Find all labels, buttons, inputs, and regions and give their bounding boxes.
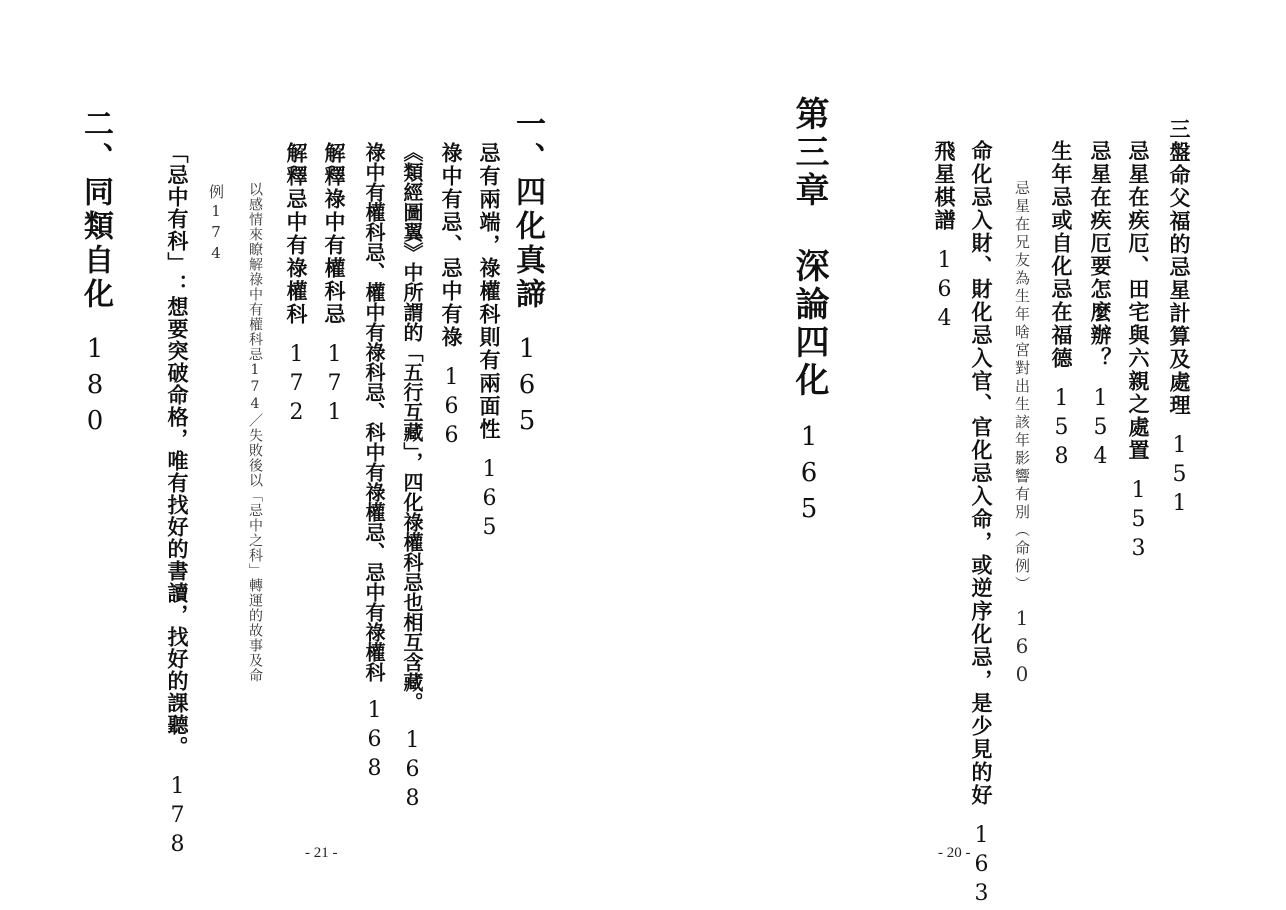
toc-entry bbox=[285, 142, 307, 429]
entry-page: 163 bbox=[969, 823, 994, 910]
entry-page: 153 bbox=[1126, 478, 1151, 565]
toc-entry bbox=[401, 142, 423, 815]
toc-entry bbox=[970, 140, 992, 910]
entry-page: 151 bbox=[1167, 433, 1192, 520]
chapter-page: 165 bbox=[794, 422, 824, 530]
entry-text: 解釋祿中有權科忌 bbox=[322, 142, 347, 326]
entry-page: 154 bbox=[1088, 386, 1113, 473]
toc-subentry bbox=[1012, 180, 1032, 690]
section-page: 180 bbox=[80, 334, 110, 442]
entry-text: 飛星棋譜 bbox=[932, 140, 957, 232]
toc-entry bbox=[1168, 118, 1190, 520]
entry-text: 三盤命父福的忌星計算及處理 bbox=[1167, 118, 1192, 417]
entry-page: 165 bbox=[477, 457, 502, 544]
section-heading bbox=[78, 108, 113, 442]
toc-entry bbox=[440, 142, 462, 452]
entry-text: 忌星在疾厄要怎麼辦？ bbox=[1088, 140, 1113, 370]
entry-text: 忌星在兄友為生年啥宮對出生該年影響有別（命例） bbox=[1013, 180, 1031, 594]
entry-text: 祿中有權科忌、權中有祿科忌、科中有祿權忌、忌中有祿權科 bbox=[362, 142, 386, 682]
entry-page: 168 bbox=[400, 728, 425, 815]
entry-text: 解釋忌中有祿權科 bbox=[284, 142, 309, 326]
entry-text: 命化忌入財、財化忌入官、官化忌入命，或逆序化忌，是少見的好 bbox=[969, 140, 994, 807]
entry-text: 《類經圖翼》中所謂的「五行互藏」，四化祿權科忌也相互含藏。 bbox=[400, 142, 424, 712]
section-title: 一、四化真諦 bbox=[510, 108, 545, 312]
toc-subentry bbox=[248, 182, 262, 683]
toc-subentry bbox=[208, 184, 223, 265]
entry-page: 178 bbox=[165, 774, 190, 861]
section-page: 165 bbox=[512, 334, 542, 442]
entry-text: 忌有兩端，祿權科則有兩面性 bbox=[477, 142, 502, 441]
entry-page: 168 bbox=[362, 698, 387, 785]
entry-text: 祿中有忌、忌中有祿 bbox=[439, 142, 464, 349]
chapter-heading bbox=[789, 96, 829, 530]
toc-entry bbox=[933, 140, 955, 335]
toc-entry bbox=[478, 142, 500, 544]
entry-page: 160 bbox=[1010, 606, 1034, 690]
chapter-title: 第三章 深論四化 bbox=[789, 96, 829, 400]
section-title: 二、同類自化 bbox=[78, 108, 113, 312]
entry-text: 「忌中有科」：想要突破命格，唯有找好的書讀，找好的課聽。 bbox=[165, 142, 190, 758]
entry-page: 171 bbox=[322, 342, 347, 429]
toc-entry bbox=[166, 142, 188, 861]
page-number-right: - 20 - bbox=[938, 845, 971, 861]
toc-entry bbox=[323, 142, 345, 429]
page-number-left: - 21 - bbox=[305, 845, 338, 861]
entry-text: 生年忌或自化忌在福德 bbox=[1049, 140, 1074, 370]
entry-text: 忌星在疾厄、田宅與六親之處置 bbox=[1126, 140, 1151, 462]
entry-page: 166 bbox=[439, 365, 464, 452]
toc-entry bbox=[1127, 140, 1149, 565]
entry-page: 158 bbox=[1049, 386, 1074, 473]
toc-entry bbox=[363, 142, 385, 785]
entry-text: 以感情來瞭解祿中有權科忌174／失敗後以「忌中之科」轉運的故事及命 bbox=[247, 182, 263, 683]
entry-text: 例174 bbox=[207, 184, 225, 265]
toc-entry bbox=[1050, 140, 1072, 473]
toc-entry bbox=[1089, 140, 1111, 473]
entry-page: 164 bbox=[932, 248, 957, 335]
section-heading bbox=[510, 108, 545, 442]
entry-page: 172 bbox=[284, 342, 309, 429]
